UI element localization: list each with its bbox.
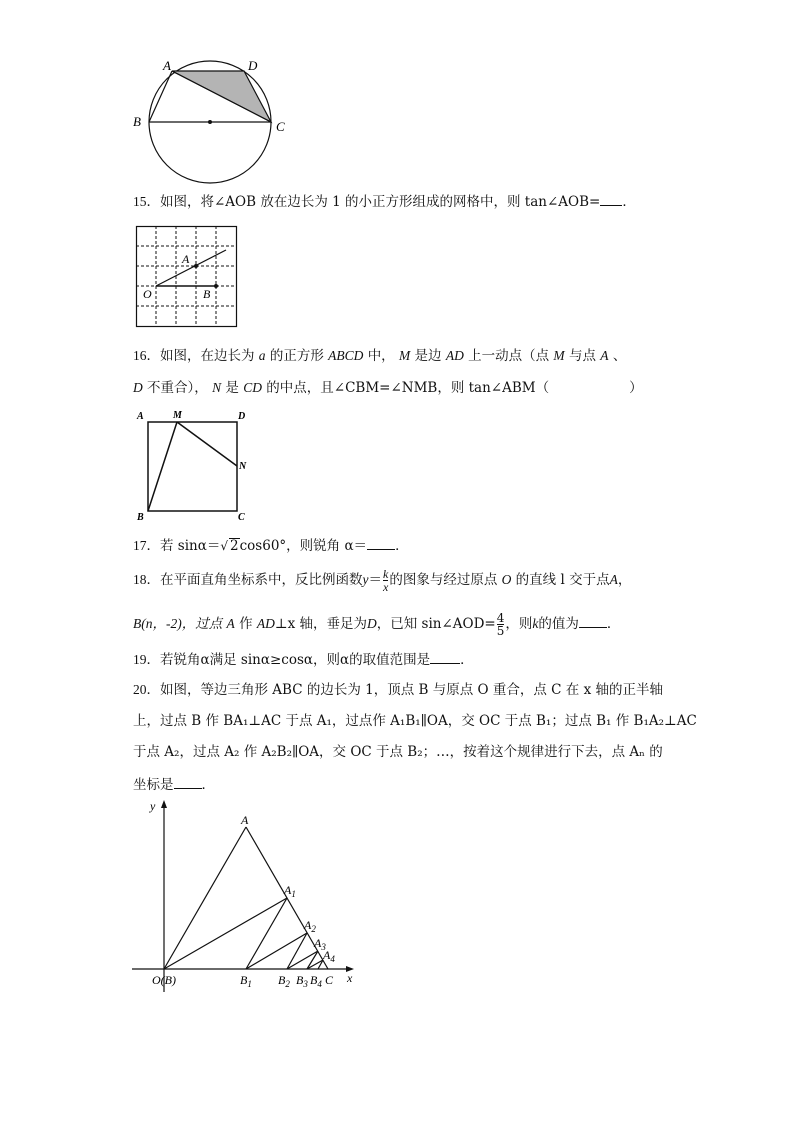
label-c: C (238, 512, 245, 523)
label-c: C (325, 973, 334, 987)
label-b4: $B_4$ (310, 973, 322, 989)
answer-blank[interactable] (367, 535, 395, 550)
question-17: 17．若 sinα＝√ 2cos60°，则锐角 α＝ ． (133, 535, 409, 556)
label-m: M (173, 410, 182, 421)
question-number: 19 (133, 652, 147, 667)
square-abcd (148, 422, 237, 511)
segment-b1-a2 (246, 933, 307, 969)
segment-a1-b1 (246, 898, 287, 969)
question-20-line-3: 于点 A₂，过点 A₂ 作 A₂B₂∥OA，交 OC 于点 B₂；…，按着这个规律进行下去，点 Aₙ 的 (133, 744, 663, 760)
question-text: ．如图，将∠AOB 放在边长为 1 的小正方形组成的网格中，则 tan∠AOB= (146, 194, 601, 210)
question-20-line-1: 20．如图，等边三角形 ABC 的边长为 1，顶点 B 与原点 O 重合，点 C 在 x 轴的正半轴 (133, 682, 663, 698)
question-number: 18 (133, 572, 147, 587)
answer-blank[interactable] (430, 649, 460, 664)
label-a: A (137, 411, 144, 422)
fraction-k-over-x: $\frac{k}{x}$ (383, 567, 389, 594)
label-a2: $A_2$ (304, 918, 316, 934)
label-b3: $B_3$ (296, 973, 308, 989)
grid-border (137, 227, 237, 327)
segment-mn (177, 422, 237, 466)
question-16-line-2: D 不重合）， N 是 CD 的中点，且∠CBM=∠NMB，则 tan∠ABM（ ） (133, 380, 643, 396)
label-c: C (276, 119, 285, 134)
label-a3: $A_3$ (314, 936, 326, 952)
side-oa (164, 827, 246, 969)
sqrt-sign: √ (220, 539, 229, 553)
point-b (214, 284, 218, 288)
label-a4: $A_4$ (323, 948, 335, 964)
label-b: B (133, 114, 141, 129)
question-number: 15 (133, 194, 147, 209)
circle-figure (130, 55, 300, 185)
label-b1: $B_1$ (240, 973, 252, 989)
question-15 (133, 191, 636, 212)
question-19: 19．若锐角α满足 sinα≥cosα，则α的取值范围是 ． (133, 649, 474, 670)
label-x: x (347, 971, 353, 985)
label-b: B (203, 287, 211, 301)
question-number: 20 (133, 682, 147, 697)
label-y: y (150, 799, 156, 813)
question-number: 16 (133, 348, 147, 363)
segment-bm (148, 422, 177, 511)
answer-blank[interactable] (174, 774, 202, 789)
center-dot (208, 120, 212, 124)
label-a: A (163, 58, 171, 73)
answer-blank[interactable] (600, 191, 622, 206)
label-a1: $A_1$ (284, 883, 296, 899)
grid-figure (136, 226, 237, 327)
chord-ab (149, 71, 172, 122)
question-20-line-2: 上，过点 B 作 BA₁⊥AC 于点 A₁，过点作 A₁B₁∥OA，交 OC 于点 B₁；过点 B₁ 作 B₁A₂⊥AC (133, 713, 697, 729)
triangle-sequence-figure (128, 796, 368, 996)
question-20-line-4: 坐标是 ． (133, 774, 215, 795)
label-origin: O(B) (152, 973, 176, 987)
question-16-line-1: 16．如图，在边长为 a 的正方形 ABCD 中， M 是边 AD 上一动点（点 M 与点 A 、 (133, 348, 627, 364)
label-n: N (239, 461, 247, 472)
question-number: 17 (133, 538, 147, 553)
square-figure (132, 408, 252, 523)
label-a: A (241, 813, 249, 827)
point-a (194, 264, 198, 268)
label-b: B (137, 512, 144, 523)
label-a: A (182, 252, 190, 266)
y-axis-arrow (161, 800, 167, 808)
question-end: ． (622, 194, 636, 210)
segment-o-a1 (164, 898, 287, 969)
label-o: O (143, 287, 152, 301)
question-18-line-1: 18．在平面直角坐标系中，反比例函数y＝ $\frac{k}{x}$ 的图象与经过原点 O 的直线 l 交于点A， (133, 567, 632, 594)
label-d: D (238, 411, 246, 422)
label-b2: $B_2$ (278, 973, 290, 989)
label-d: D (248, 58, 258, 73)
fraction-4-over-5: $\frac{4}{5}$ (496, 611, 505, 638)
answer-blank[interactable] (579, 613, 607, 628)
question-18-line-2: B(n，-2)，过点 A 作 AD⊥x 轴，垂足为D，已知 sin∠AOD= $\frac{4}{5}$ ，则k的值为 ． (133, 611, 621, 638)
